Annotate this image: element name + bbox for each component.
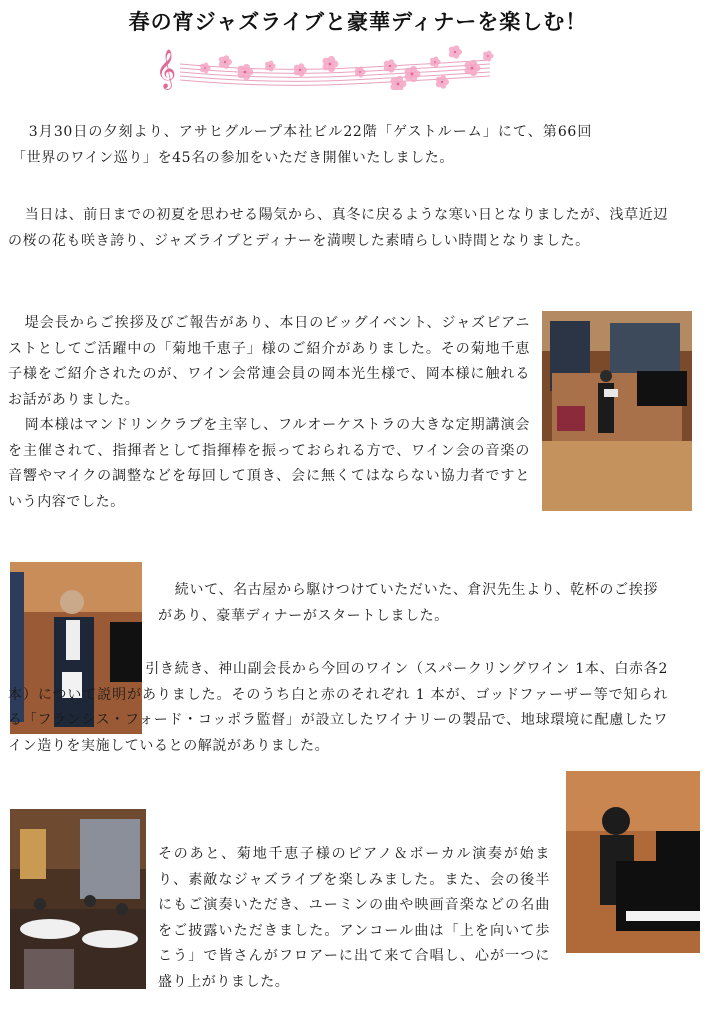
photo-dinner-hall [10,809,146,989]
cherry-blossom-icon [200,45,494,90]
svg-text:𝄞: 𝄞 [156,49,177,89]
photo-speaker-at-podium [542,311,692,511]
okamoto-paragraph: 岡本様はマンドリンクラブを主宰し、フルオーケストラの大きな定期講演会を主催されて、指揮者として指揮棒を振っておられる方で、ワイン会の音楽の音響やマイクの調整などを毎回して頂き、会に無くてはならない協力者ですという内容でした。 [8,417,530,510]
toast-paragraph: 続いて、名古屋から駆けつけていただいた、倉沢先生より、乾杯のご挨拶があり、豪華ディナーがスタートしました。 [158,582,658,624]
page-title: 春の宵ジャズライブと豪華ディナーを楽しむ！ [128,10,588,34]
treble-clef-icon [156,49,176,90]
wine-paragraph: 引き続き、神山副会長から今回のワイン（スパークリングワイン 1本、白赤各2本）について説明がありました。そのうち白と赤のそれぞれ 1 本が、ゴッドファーザー等で知られる「フランシス・フォード・コッポラ監督」が設立したワイナリーの製品で、地球環境に配慮したワイン造りを実施しているとの解説がありました。 [8,661,668,754]
jazz-paragraph: そのあと、菊地千恵子様のピアノ＆ボーカル演奏が始まり、素敵なジャズライブを楽しみました。また、会の後半にもご演奏いただき、ユーミンの曲や映画音楽などの名曲をご披露いただきました。アンコール曲は「上を向いて歩こう」で皆さんがフロアーに出て来て合唱し、心が一つに盛り上がりました。 [158,846,550,990]
weather-paragraph: 当日は、前日までの初夏を思わせる陽気から、真冬に戻るような寒い日となりましたが、浅草近辺の桜の花も咲き誇り、ジャズライブとディナーを満喫した素晴らしい時間となりました。 [8,207,668,249]
music-blossom-banner [150,42,500,90]
chairman-paragraph: 堤会長からご挨拶及びご報告があり、本日のビッグイベント、ジャズピアニストとしてご活躍中の「菊地千恵子」様のご紹介がありました。その菊地千恵子様をご紹介されたのが、ワイン会常連会員の岡本光生様で、岡本様に触れるお話がありました。 [8,315,530,408]
photo-piano-performance [566,771,700,953]
intro-paragraph: 3月30日の夕刻より、アサヒグループ本社ビル22階「ゲストルーム」にて、第66回「世界のワイン巡り」を45名の参加をいただき開催いたしました。 [12,124,592,166]
